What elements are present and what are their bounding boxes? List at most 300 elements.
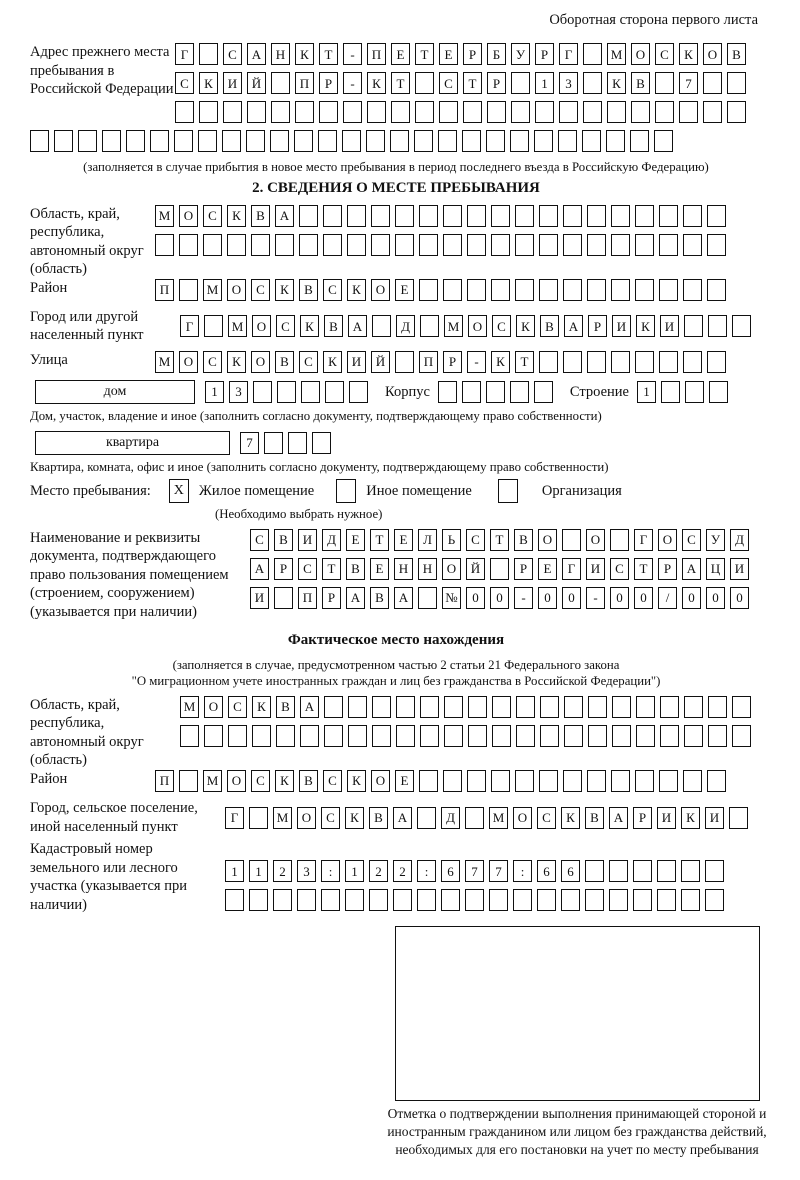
char-cell[interactable]: А (346, 587, 365, 609)
char-cell[interactable] (585, 889, 604, 911)
char-cell[interactable] (705, 860, 724, 882)
char-cell[interactable]: Б (487, 43, 506, 65)
char-cell[interactable] (635, 234, 654, 256)
char-cell[interactable]: Т (322, 558, 341, 580)
char-cell[interactable]: М (180, 696, 199, 718)
char-cell[interactable] (587, 234, 606, 256)
char-cell[interactable]: С (251, 279, 270, 301)
char-cell[interactable] (707, 770, 726, 792)
char-cell[interactable] (444, 725, 463, 747)
char-cell[interactable] (732, 696, 751, 718)
char-cell[interactable]: С (175, 72, 194, 94)
char-cell[interactable] (463, 101, 482, 123)
char-cell[interactable] (275, 234, 294, 256)
char-cell[interactable] (708, 315, 727, 337)
char-cell[interactable]: В (370, 587, 389, 609)
char-cell[interactable]: Д (396, 315, 415, 337)
char-cell[interactable]: О (251, 351, 270, 373)
char-cell[interactable]: С (203, 351, 222, 373)
char-cell[interactable]: 0 (706, 587, 725, 609)
char-cell[interactable]: Н (394, 558, 413, 580)
char-cell[interactable]: С (682, 529, 701, 551)
char-cell[interactable]: Р (463, 43, 482, 65)
char-cell[interactable] (559, 101, 578, 123)
char-cell[interactable] (294, 130, 313, 152)
char-cell[interactable]: В (585, 807, 604, 829)
char-cell[interactable]: М (203, 770, 222, 792)
char-cell[interactable]: : (513, 860, 532, 882)
char-cell[interactable] (345, 889, 364, 911)
stay-option-other-checkbox[interactable] (336, 479, 356, 503)
char-cell[interactable] (395, 205, 414, 227)
char-cell[interactable] (369, 889, 388, 911)
char-cell[interactable]: С (610, 558, 629, 580)
char-cell[interactable]: Р (514, 558, 533, 580)
char-cell[interactable] (612, 696, 631, 718)
char-cell[interactable]: В (631, 72, 650, 94)
char-cell[interactable]: Р (535, 43, 554, 65)
char-cell[interactable]: : (321, 860, 340, 882)
char-cell[interactable]: 0 (466, 587, 485, 609)
char-cell[interactable] (325, 381, 344, 403)
char-cell[interactable] (324, 725, 343, 747)
char-cell[interactable] (684, 725, 703, 747)
char-cell[interactable]: 1 (249, 860, 268, 882)
char-cell[interactable] (300, 725, 319, 747)
char-cell[interactable] (540, 725, 559, 747)
char-cell[interactable]: К (516, 315, 535, 337)
char-cell[interactable]: К (275, 279, 294, 301)
char-cell[interactable]: С (228, 696, 247, 718)
char-cell[interactable]: К (367, 72, 386, 94)
char-cell[interactable] (443, 770, 462, 792)
char-cell[interactable]: У (511, 43, 530, 65)
char-cell[interactable] (54, 130, 73, 152)
char-cell[interactable] (540, 696, 559, 718)
char-cell[interactable] (683, 205, 702, 227)
char-cell[interactable] (443, 234, 462, 256)
char-cell[interactable] (371, 234, 390, 256)
char-cell[interactable]: 2 (273, 860, 292, 882)
char-cell[interactable] (204, 725, 223, 747)
char-cell[interactable]: Р (274, 558, 293, 580)
char-cell[interactable] (468, 696, 487, 718)
char-cell[interactable] (681, 860, 700, 882)
char-cell[interactable] (270, 130, 289, 152)
char-cell[interactable]: Й (466, 558, 485, 580)
char-cell[interactable]: У (706, 529, 725, 551)
char-cell[interactable]: Т (391, 72, 410, 94)
char-cell[interactable]: В (251, 205, 270, 227)
char-cell[interactable]: С (276, 315, 295, 337)
char-cell[interactable] (659, 351, 678, 373)
char-cell[interactable]: Е (395, 279, 414, 301)
char-cell[interactable] (515, 770, 534, 792)
char-cell[interactable] (102, 130, 121, 152)
char-cell[interactable] (487, 101, 506, 123)
char-cell[interactable]: С (439, 72, 458, 94)
char-cell[interactable]: К (636, 315, 655, 337)
char-cell[interactable] (420, 315, 439, 337)
char-cell[interactable]: Ц (706, 558, 725, 580)
char-cell[interactable] (659, 234, 678, 256)
char-cell[interactable] (204, 315, 223, 337)
char-cell[interactable]: М (607, 43, 626, 65)
char-cell[interactable] (683, 234, 702, 256)
char-cell[interactable] (583, 43, 602, 65)
char-cell[interactable]: Т (319, 43, 338, 65)
char-cell[interactable]: 1 (637, 381, 656, 403)
char-cell[interactable]: С (250, 529, 269, 551)
char-cell[interactable]: 1 (225, 860, 244, 882)
char-cell[interactable]: 2 (369, 860, 388, 882)
char-cell[interactable] (703, 72, 722, 94)
char-cell[interactable] (611, 770, 630, 792)
char-cell[interactable]: 0 (682, 587, 701, 609)
char-cell[interactable] (561, 889, 580, 911)
char-cell[interactable]: Т (463, 72, 482, 94)
char-cell[interactable] (465, 807, 484, 829)
char-cell[interactable]: К (300, 315, 319, 337)
char-cell[interactable] (534, 130, 553, 152)
char-cell[interactable] (443, 279, 462, 301)
char-cell[interactable] (467, 279, 486, 301)
char-cell[interactable]: Е (394, 529, 413, 551)
char-cell[interactable] (587, 205, 606, 227)
char-cell[interactable] (395, 234, 414, 256)
char-cell[interactable]: К (681, 807, 700, 829)
char-cell[interactable] (539, 770, 558, 792)
char-cell[interactable] (299, 205, 318, 227)
char-cell[interactable]: - (343, 43, 362, 65)
char-cell[interactable] (563, 205, 582, 227)
char-cell[interactable] (390, 130, 409, 152)
char-cell[interactable] (179, 770, 198, 792)
char-cell[interactable]: К (347, 279, 366, 301)
char-cell[interactable] (490, 558, 509, 580)
char-cell[interactable] (491, 234, 510, 256)
char-cell[interactable]: М (203, 279, 222, 301)
char-cell[interactable]: Р (319, 72, 338, 94)
char-cell[interactable]: С (466, 529, 485, 551)
char-cell[interactable]: С (655, 43, 674, 65)
char-cell[interactable]: 0 (610, 587, 629, 609)
char-cell[interactable] (420, 696, 439, 718)
char-cell[interactable]: С (203, 205, 222, 227)
char-cell[interactable]: С (298, 558, 317, 580)
char-cell[interactable]: В (514, 529, 533, 551)
char-cell[interactable]: Д (730, 529, 749, 551)
char-cell[interactable] (462, 130, 481, 152)
char-cell[interactable] (729, 807, 748, 829)
char-cell[interactable]: Г (180, 315, 199, 337)
char-cell[interactable] (223, 101, 242, 123)
char-cell[interactable]: Т (370, 529, 389, 551)
char-cell[interactable] (609, 889, 628, 911)
char-cell[interactable]: Е (346, 529, 365, 551)
char-cell[interactable]: К (227, 351, 246, 373)
char-cell[interactable] (324, 696, 343, 718)
char-cell[interactable]: М (489, 807, 508, 829)
char-cell[interactable] (343, 101, 362, 123)
char-cell[interactable] (318, 130, 337, 152)
char-cell[interactable]: 3 (559, 72, 578, 94)
char-cell[interactable]: П (295, 72, 314, 94)
char-cell[interactable]: Е (439, 43, 458, 65)
char-cell[interactable]: П (155, 279, 174, 301)
char-cell[interactable]: 3 (297, 860, 316, 882)
char-cell[interactable] (126, 130, 145, 152)
char-cell[interactable] (635, 770, 654, 792)
char-cell[interactable] (419, 234, 438, 256)
char-cell[interactable] (705, 889, 724, 911)
char-cell[interactable] (515, 234, 534, 256)
char-cell[interactable] (462, 381, 481, 403)
char-cell[interactable]: К (275, 770, 294, 792)
char-cell[interactable] (563, 234, 582, 256)
char-cell[interactable]: П (298, 587, 317, 609)
char-cell[interactable] (249, 889, 268, 911)
char-cell[interactable]: О (658, 529, 677, 551)
char-cell[interactable] (349, 381, 368, 403)
char-cell[interactable]: / (658, 587, 677, 609)
char-cell[interactable] (246, 130, 265, 152)
char-cell[interactable]: О (586, 529, 605, 551)
char-cell[interactable] (203, 234, 222, 256)
char-cell[interactable]: Й (247, 72, 266, 94)
char-cell[interactable]: Й (371, 351, 390, 373)
char-cell[interactable]: 0 (538, 587, 557, 609)
char-cell[interactable]: 2 (393, 860, 412, 882)
char-cell[interactable] (732, 725, 751, 747)
char-cell[interactable]: К (345, 807, 364, 829)
char-cell[interactable]: М (444, 315, 463, 337)
char-cell[interactable]: О (538, 529, 557, 551)
char-cell[interactable] (342, 130, 361, 152)
char-cell[interactable]: - (343, 72, 362, 94)
char-cell[interactable] (393, 889, 412, 911)
char-cell[interactable] (295, 101, 314, 123)
char-cell[interactable] (225, 889, 244, 911)
char-cell[interactable]: 0 (562, 587, 581, 609)
char-cell[interactable]: Р (658, 558, 677, 580)
char-cell[interactable] (491, 770, 510, 792)
char-cell[interactable] (264, 432, 283, 454)
char-cell[interactable] (277, 381, 296, 403)
char-cell[interactable] (535, 101, 554, 123)
char-cell[interactable]: О (703, 43, 722, 65)
char-cell[interactable] (539, 234, 558, 256)
char-cell[interactable]: А (348, 315, 367, 337)
char-cell[interactable]: И (730, 558, 749, 580)
char-cell[interactable]: № (442, 587, 461, 609)
char-cell[interactable]: С (251, 770, 270, 792)
char-cell[interactable]: В (276, 696, 295, 718)
char-cell[interactable]: - (514, 587, 533, 609)
char-cell[interactable]: - (586, 587, 605, 609)
char-cell[interactable]: С (492, 315, 511, 337)
char-cell[interactable] (468, 725, 487, 747)
char-cell[interactable] (492, 725, 511, 747)
char-cell[interactable] (444, 696, 463, 718)
char-cell[interactable] (661, 381, 680, 403)
char-cell[interactable]: В (299, 770, 318, 792)
char-cell[interactable] (683, 279, 702, 301)
char-cell[interactable] (564, 696, 583, 718)
char-cell[interactable]: 1 (535, 72, 554, 94)
char-cell[interactable] (611, 205, 630, 227)
char-cell[interactable] (415, 72, 434, 94)
char-cell[interactable] (415, 101, 434, 123)
char-cell[interactable]: П (155, 770, 174, 792)
char-cell[interactable] (348, 725, 367, 747)
char-cell[interactable]: О (227, 770, 246, 792)
char-cell[interactable]: К (491, 351, 510, 373)
char-cell[interactable] (319, 101, 338, 123)
char-cell[interactable]: 7 (679, 72, 698, 94)
char-cell[interactable]: Н (271, 43, 290, 65)
char-cell[interactable] (199, 43, 218, 65)
char-cell[interactable] (732, 315, 751, 337)
char-cell[interactable] (301, 381, 320, 403)
char-cell[interactable]: 6 (441, 860, 460, 882)
char-cell[interactable] (564, 725, 583, 747)
char-cell[interactable] (516, 696, 535, 718)
char-cell[interactable] (515, 205, 534, 227)
char-cell[interactable] (348, 696, 367, 718)
char-cell[interactable]: Г (225, 807, 244, 829)
char-cell[interactable] (417, 807, 436, 829)
char-cell[interactable]: А (393, 807, 412, 829)
char-cell[interactable] (489, 889, 508, 911)
char-cell[interactable]: В (369, 807, 388, 829)
char-cell[interactable] (633, 860, 652, 882)
char-cell[interactable] (323, 205, 342, 227)
char-cell[interactable] (251, 234, 270, 256)
char-cell[interactable] (30, 130, 49, 152)
char-cell[interactable]: Н (418, 558, 437, 580)
char-cell[interactable] (684, 696, 703, 718)
char-cell[interactable]: К (561, 807, 580, 829)
char-cell[interactable] (492, 696, 511, 718)
char-cell[interactable]: Т (515, 351, 534, 373)
char-cell[interactable]: О (252, 315, 271, 337)
char-cell[interactable] (175, 101, 194, 123)
char-cell[interactable]: К (295, 43, 314, 65)
char-cell[interactable] (174, 130, 193, 152)
char-cell[interactable] (323, 234, 342, 256)
char-cell[interactable]: С (223, 43, 242, 65)
char-cell[interactable]: 0 (634, 587, 653, 609)
char-cell[interactable] (297, 889, 316, 911)
char-cell[interactable] (271, 72, 290, 94)
char-cell[interactable]: Р (588, 315, 607, 337)
char-cell[interactable]: Г (559, 43, 578, 65)
char-cell[interactable] (563, 351, 582, 373)
char-cell[interactable] (660, 696, 679, 718)
char-cell[interactable] (709, 381, 728, 403)
char-cell[interactable]: И (586, 558, 605, 580)
char-cell[interactable] (372, 315, 391, 337)
char-cell[interactable]: И (660, 315, 679, 337)
char-cell[interactable]: 7 (489, 860, 508, 882)
char-cell[interactable] (396, 725, 415, 747)
char-cell[interactable] (539, 351, 558, 373)
char-cell[interactable]: О (297, 807, 316, 829)
char-cell[interactable] (513, 889, 532, 911)
char-cell[interactable] (467, 234, 486, 256)
char-cell[interactable]: Д (441, 807, 460, 829)
char-cell[interactable]: А (564, 315, 583, 337)
char-cell[interactable] (654, 130, 673, 152)
char-cell[interactable] (727, 101, 746, 123)
char-cell[interactable]: О (468, 315, 487, 337)
char-cell[interactable]: Р (322, 587, 341, 609)
char-cell[interactable] (583, 72, 602, 94)
char-cell[interactable] (439, 101, 458, 123)
char-cell[interactable] (467, 205, 486, 227)
char-cell[interactable] (180, 725, 199, 747)
char-cell[interactable] (438, 381, 457, 403)
char-cell[interactable] (418, 587, 437, 609)
char-cell[interactable]: К (347, 770, 366, 792)
char-cell[interactable]: О (179, 351, 198, 373)
char-cell[interactable]: И (612, 315, 631, 337)
char-cell[interactable]: Т (490, 529, 509, 551)
char-cell[interactable] (609, 860, 628, 882)
char-cell[interactable]: О (513, 807, 532, 829)
char-cell[interactable] (685, 381, 704, 403)
char-cell[interactable]: И (347, 351, 366, 373)
char-cell[interactable]: В (540, 315, 559, 337)
char-cell[interactable]: А (609, 807, 628, 829)
char-cell[interactable] (582, 130, 601, 152)
char-cell[interactable]: К (679, 43, 698, 65)
char-cell[interactable]: Т (634, 558, 653, 580)
char-cell[interactable]: : (417, 860, 436, 882)
char-cell[interactable] (347, 234, 366, 256)
char-cell[interactable]: К (607, 72, 626, 94)
char-cell[interactable] (228, 725, 247, 747)
char-cell[interactable] (441, 889, 460, 911)
char-cell[interactable]: В (274, 529, 293, 551)
char-cell[interactable]: В (727, 43, 746, 65)
char-cell[interactable]: Г (634, 529, 653, 551)
char-cell[interactable]: И (705, 807, 724, 829)
char-cell[interactable] (420, 725, 439, 747)
char-cell[interactable]: - (467, 351, 486, 373)
char-cell[interactable] (703, 101, 722, 123)
char-cell[interactable] (391, 101, 410, 123)
char-cell[interactable] (253, 381, 272, 403)
char-cell[interactable] (179, 234, 198, 256)
char-cell[interactable] (249, 807, 268, 829)
char-cell[interactable] (486, 130, 505, 152)
char-cell[interactable]: 7 (240, 432, 259, 454)
char-cell[interactable]: С (299, 351, 318, 373)
char-cell[interactable] (607, 101, 626, 123)
char-cell[interactable]: Р (633, 807, 652, 829)
char-cell[interactable]: Г (175, 43, 194, 65)
char-cell[interactable] (276, 725, 295, 747)
char-cell[interactable] (199, 101, 218, 123)
char-cell[interactable] (655, 101, 674, 123)
char-cell[interactable] (708, 725, 727, 747)
char-cell[interactable]: С (323, 770, 342, 792)
char-cell[interactable]: А (300, 696, 319, 718)
char-cell[interactable] (511, 72, 530, 94)
char-cell[interactable]: 1 (205, 381, 224, 403)
